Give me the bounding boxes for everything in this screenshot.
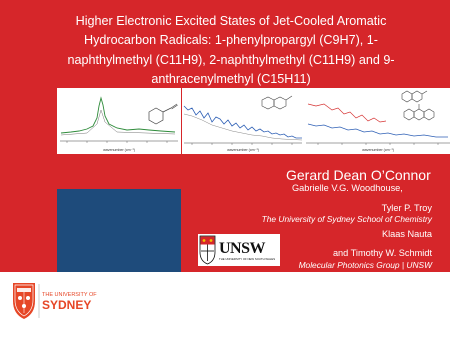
spectrum-panel-anthracenylmethyl — [304, 88, 450, 154]
spectrum-trace — [61, 98, 175, 133]
coauthor-nauta: Klaas Nauta — [381, 229, 432, 239]
x-axis-ticks — [67, 141, 167, 143]
spectrum-trace — [308, 104, 386, 122]
spectrum-trace-secondary — [184, 114, 302, 140]
navy-panel — [57, 189, 181, 272]
spectrum-panel-naphthylmethyl — [182, 88, 304, 154]
x-axis-ticks — [318, 143, 438, 145]
x-axis-label: wavenumber (cm⁻¹) — [227, 148, 259, 152]
coauthor-schmidt: and Timothy W. Schmidt — [332, 248, 432, 258]
affiliation-sydney: The University of Sydney School of Chemistry — [261, 214, 432, 224]
spectrum-panel-phenylpropargyl — [57, 88, 181, 154]
spectrum-trace-secondary — [308, 124, 448, 137]
molecule-structure-naphthylmethyl — [262, 96, 292, 109]
presenter-name: Gerard Dean O’Connor — [286, 167, 431, 183]
coauthor-woodhouse: Gabrielle V.G. Woodhouse, — [292, 183, 403, 193]
usyd-wordmark: SYDNEY — [42, 298, 92, 312]
usyd-crest-icon — [13, 283, 35, 319]
unsw-wordmark: UNSW — [219, 240, 266, 257]
slide-title: Higher Electronic Excited States of Jet-Cooled Aromatic Hydrocarbon Radicals: 1-phenylpropargyl (C9H7), 1-naphthylmethyl (C11H9), 2-naphthylmethyl (C11H9) and 9-anthracenylmethyl (C15H11) — [67, 14, 395, 87]
x-axis-label: wavenumber (cm⁻¹) — [362, 148, 394, 152]
molecule-structure-phenylpropargyl — [149, 104, 178, 124]
unsw-logo — [198, 234, 280, 266]
x-axis-label: wavenumber (cm⁻¹) — [103, 148, 135, 152]
usyd-wordmark-top: THE UNIVERSITY OF — [42, 292, 97, 298]
x-axis-ticks — [192, 143, 292, 145]
coauthor-troy: Tyler P. Troy — [381, 203, 432, 213]
unsw-subtext: THE UNIVERSITY OF NEW SOUTH WALES — [219, 257, 276, 261]
usyd-logo — [11, 281, 121, 321]
molecule-structure-anthracenylmethyl — [404, 104, 434, 120]
unsw-crest-icon — [200, 236, 215, 264]
molecule-structure-2-naphthylmethyl — [402, 91, 427, 102]
affiliation-unsw: Molecular Photonics Group | UNSW — [298, 260, 432, 270]
